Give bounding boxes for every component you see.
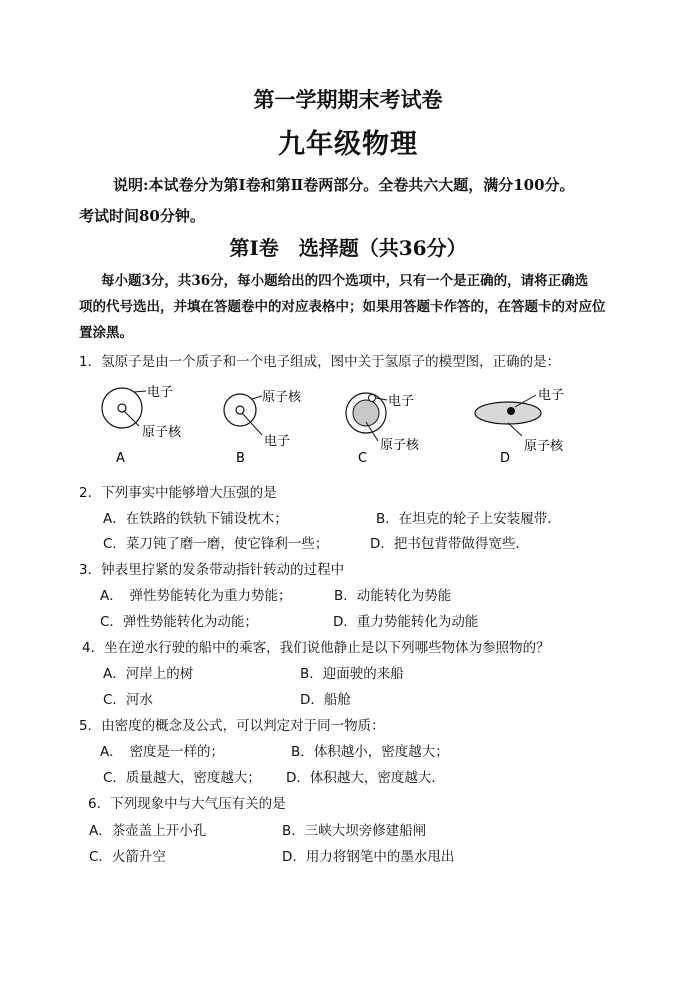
model-d-electron-label: 电子: [538, 388, 565, 403]
model-b-nucleus-label: 原子核: [262, 390, 302, 405]
model-a-letter: A: [116, 451, 125, 466]
question-3-option-c[interactable]: C．弹性势能转化为动能；: [100, 614, 258, 630]
question-3-stem: 3．钟表里拧紧的发条带动指针转动的过程中: [79, 562, 345, 578]
instructions-line-2: 项的代号选出，并填在答题卷中的对应表格中；如果用答题卡作答的，在答题卡的对应位: [79, 299, 606, 315]
model-a: [102, 384, 182, 466]
question-1-stem: 1．氢原子是由一个质子和一个电子组成，图中关于氢原子的模型图，正确的是：: [79, 354, 561, 370]
question-2-option-b[interactable]: B．在坦克的轮子上安装履带．: [376, 511, 561, 527]
question-3-option-d[interactable]: D．重力势能转化为动能: [333, 614, 479, 630]
question-5-option-b[interactable]: B．体积越小，密度越大；: [291, 744, 449, 760]
model-c-nucleus-label: 原子核: [380, 438, 420, 453]
model-a-electron-label: 电子: [147, 385, 174, 400]
model-d-nucleus-label: 原子核: [524, 439, 564, 454]
question-4-option-d[interactable]: D．船舱: [300, 692, 351, 708]
question-5-option-a[interactable]: A． 密度是一样的；: [100, 744, 224, 760]
description-time: 考试时间80分钟。: [79, 207, 205, 225]
model-c: [346, 393, 420, 466]
model-d-letter: D: [500, 451, 511, 466]
subject-title: 九年级物理: [278, 129, 418, 160]
question-2-stem: 2．下列事实中能够增大压强的是: [79, 485, 277, 501]
question-6-option-c[interactable]: C．火箭升空: [89, 849, 166, 865]
description-text: 本试卷分为第Ⅰ卷和第Ⅱ卷两部分。全卷共六大题，满分100分。: [148, 176, 575, 194]
exam-title: 第一学期期末考试卷: [253, 87, 443, 112]
question-2-option-a[interactable]: A．在铁路的铁轨下铺设枕木；: [103, 511, 288, 527]
description-label: 说明:: [113, 176, 149, 194]
model-b-letter: B: [236, 451, 245, 466]
question-4-option-a[interactable]: A．河岸上的树: [103, 666, 194, 682]
question-5-option-d[interactable]: D．体积越大，密度越大．: [286, 770, 445, 786]
question-3-option-b[interactable]: B．动能转化为势能: [334, 588, 452, 604]
question-6-option-d[interactable]: D．用力将钢笔中的墨水甩出: [282, 849, 455, 865]
question-6-stem: 6．下列现象中与大气压有关的是: [88, 796, 286, 812]
model-b-electron-label: 电子: [264, 434, 291, 449]
question-4-option-c[interactable]: C．河水: [103, 692, 153, 708]
model-c-letter: C: [358, 451, 368, 466]
question-2-option-c[interactable]: C．菜刀钝了磨一磨，使它锋利一些；: [103, 536, 329, 552]
question-6-option-a[interactable]: A．茶壶盖上开小孔: [89, 823, 207, 839]
question-4-stem: 4．坐在逆水行驶的船中的乘客，我们说他静止是以下列哪些物体为参照物的？: [82, 640, 550, 656]
question-6-option-b[interactable]: B．三峡大坝旁修建船闸: [282, 823, 427, 839]
section-instructions: [79, 268, 651, 346]
instructions-line-3: 置涂黑。: [79, 325, 133, 341]
hydrogen-atom-models-figure: [90, 378, 590, 468]
exam-description: [79, 170, 659, 232]
question-5-option-c[interactable]: C．质量越大，密度越大；: [103, 770, 261, 786]
model-b: [224, 389, 302, 466]
question-5-stem: 5．由密度的概念及公式，可以判定对于同一物质：: [79, 718, 385, 734]
model-c-electron-label: 电子: [388, 394, 415, 409]
model-a-nucleus-label: 原子核: [142, 425, 182, 440]
model-d: [475, 387, 564, 466]
instructions-line-1: 每小题3分，共36分，每小题给出的四个选项中，只有一个是正确的，请将正确选: [101, 273, 589, 289]
question-3-option-a[interactable]: A． 弹性势能转化为重力势能；: [100, 588, 292, 604]
section-title: 第Ⅰ卷 选择题（共36分）: [229, 236, 467, 260]
question-4-option-b[interactable]: B．迎面驶的来船: [300, 666, 404, 682]
question-2-option-d[interactable]: D．把书包背带做得宽些．: [370, 536, 529, 552]
